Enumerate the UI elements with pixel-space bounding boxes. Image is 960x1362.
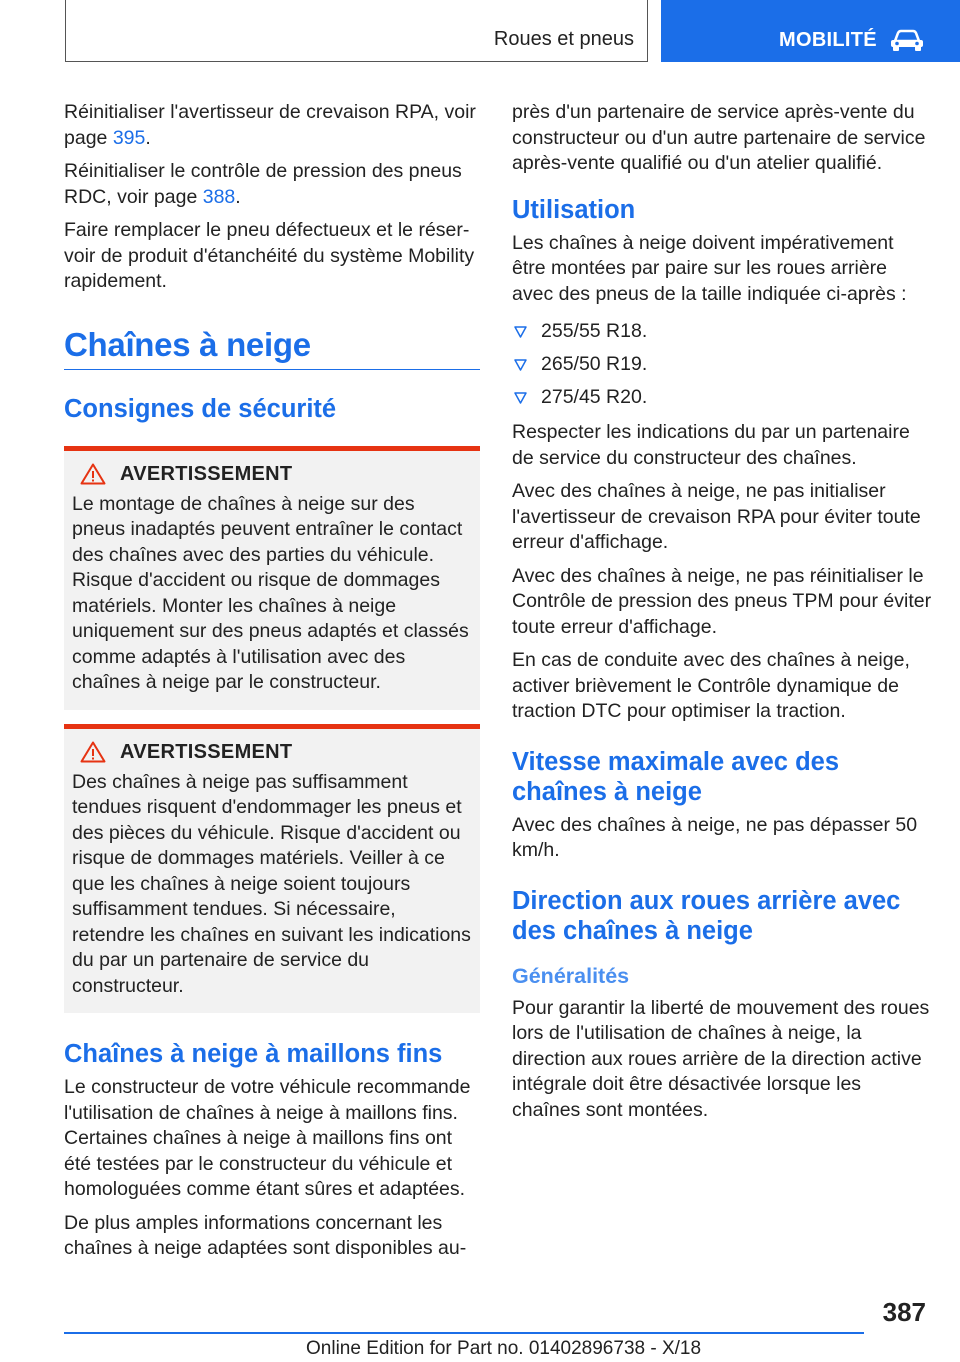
- tire-size-list: [512, 315, 932, 414]
- subsection-title-fine-chains: Chaînes à neige à maillons fins: [64, 1040, 443, 1068]
- paragraph: Réinitialiser l'avertisseur de crevaison RPA, voir page 395.: [64, 101, 476, 149]
- page-link-388[interactable]: 388: [202, 185, 236, 208]
- chapter-label: MOBILITÉ: [779, 29, 877, 51]
- paragraph: Avec des chaînes à neige, ne pas réinitialiser le Contrôle de pression des pneus TPM pour éviter toute erreur d'affichage.: [512, 564, 932, 638]
- triangle-bullet-icon: [514, 359, 527, 371]
- page-link-395[interactable]: 395: [112, 126, 146, 149]
- header-section-title: Roues et pneus: [493, 28, 634, 50]
- paragraph: Faire remplacer le pneu défectueux et le réservoir de produit d'étanchéité du système Mobility rapidement.: [64, 219, 475, 292]
- warning-triangle-icon: [80, 741, 106, 763]
- paragraph: Respecter les indications du par un partenaire de service du constructeur des chaînes.: [512, 421, 910, 469]
- warning-box: [64, 724, 480, 1014]
- edition-footer: Online Edition for Part no. 01402896738 - X/18: [306, 1338, 702, 1359]
- paragraph: Pour garantir la liberté de mouvement des roues lors de l'utilisation de chaînes à neige, la direction aux roues arrière de la direction active intégrale doit être désactivée lorsque les chaînes sont montées.: [512, 996, 930, 1121]
- paragraph: Avec des chaînes à neige, ne pas initialiser l'avertisseur de crevaison RPA pour éviter toute erreur d'affichage.: [512, 480, 921, 553]
- warning-text: Des chaînes à neige pas suffisamment tendues risquent d'endommager les pneus et des pièces du véhicule. Risque d'accident ou risque de dommages matériels. Veiller à ce que les chaînes à neige soient toujours suffisamment tendues. Si nécessaire, retendre les chaînes en suivant les indications du par un partenaire de service du constructeur.: [72, 770, 471, 997]
- section-title: Chaînes à neige: [64, 323, 480, 370]
- header-chapter-tab: [661, 0, 960, 62]
- warning-text: Le montage de chaînes à neige sur des pneus inadaptés peuvent entraîner le contact des chaînes avec des parties du véhicule. Risque d'accident ou risque de dommages matériels. Monter les chaînes à neige uniquement sur des pneus adaptés et classés comme adaptés à l'utilisation avec des chaînes à neige par le constructeur.: [72, 492, 469, 693]
- paragraph: En cas de conduite avec des chaînes à neige, activer brièvement le Contrôle dynamique de traction DTC pour optimiser la traction.: [512, 649, 910, 722]
- triangle-bullet-icon: [514, 326, 527, 338]
- warning-label: AVERTISSEMENT: [120, 462, 293, 485]
- left-column: [64, 100, 480, 1270]
- paragraph: De plus amples informations concernant les chaînes à neige adaptées sont disponibles au-: [64, 1211, 467, 1259]
- paragraph: près d'un partenaire de service après-vente du constructeur ou d'un autre partenaire de service après-vente qualifié ou d'un atelier qualifié.: [512, 101, 926, 174]
- footer-divider: [64, 1332, 864, 1334]
- subsection-title-usage: Utilisation: [512, 195, 636, 224]
- subsection-title-safety: Consignes de sécurité: [64, 394, 337, 423]
- paragraph: Les chaînes à neige doivent impérativement être montées par paire sur les roues arrière avec des pneus de la taille indiquée ci-après :: [512, 231, 907, 305]
- list-item: 255/55 R18.: [512, 315, 932, 348]
- right-column: [512, 100, 932, 1131]
- subsection-title-max-speed: Vitesse maximale avec des chaînes à neige: [512, 747, 840, 806]
- paragraph: Le constructeur de votre véhicule recommande l'utilisation de chaînes à neige à maillons fins. Certaines chaînes à neige à maillons fins ont été testées par le constructeur du véhicule et homologuées comme étant sûres et adaptées.: [64, 1076, 471, 1200]
- page-header: [0, 0, 960, 66]
- warning-triangle-icon: [80, 463, 106, 485]
- paragraph: Avec des chaînes à neige, ne pas dépasser 50 km/h.: [512, 813, 918, 861]
- subsubsection-title-general: Généralités: [512, 963, 630, 988]
- car-icon: [889, 29, 925, 51]
- list-item: 265/50 R19.: [512, 348, 932, 381]
- list-item: 275/45 R20.: [512, 381, 932, 414]
- warning-box: [64, 446, 480, 710]
- warning-label: AVERTISSEMENT: [120, 740, 293, 763]
- paragraph: Réinitialiser le contrôle de pression des pneus RDC, voir page 388.: [64, 160, 462, 208]
- page-number: 387: [882, 1297, 926, 1327]
- triangle-bullet-icon: [514, 392, 527, 404]
- subsection-title-rear-steering: Direction aux roues arrière avec des chaînes à neige: [512, 886, 901, 945]
